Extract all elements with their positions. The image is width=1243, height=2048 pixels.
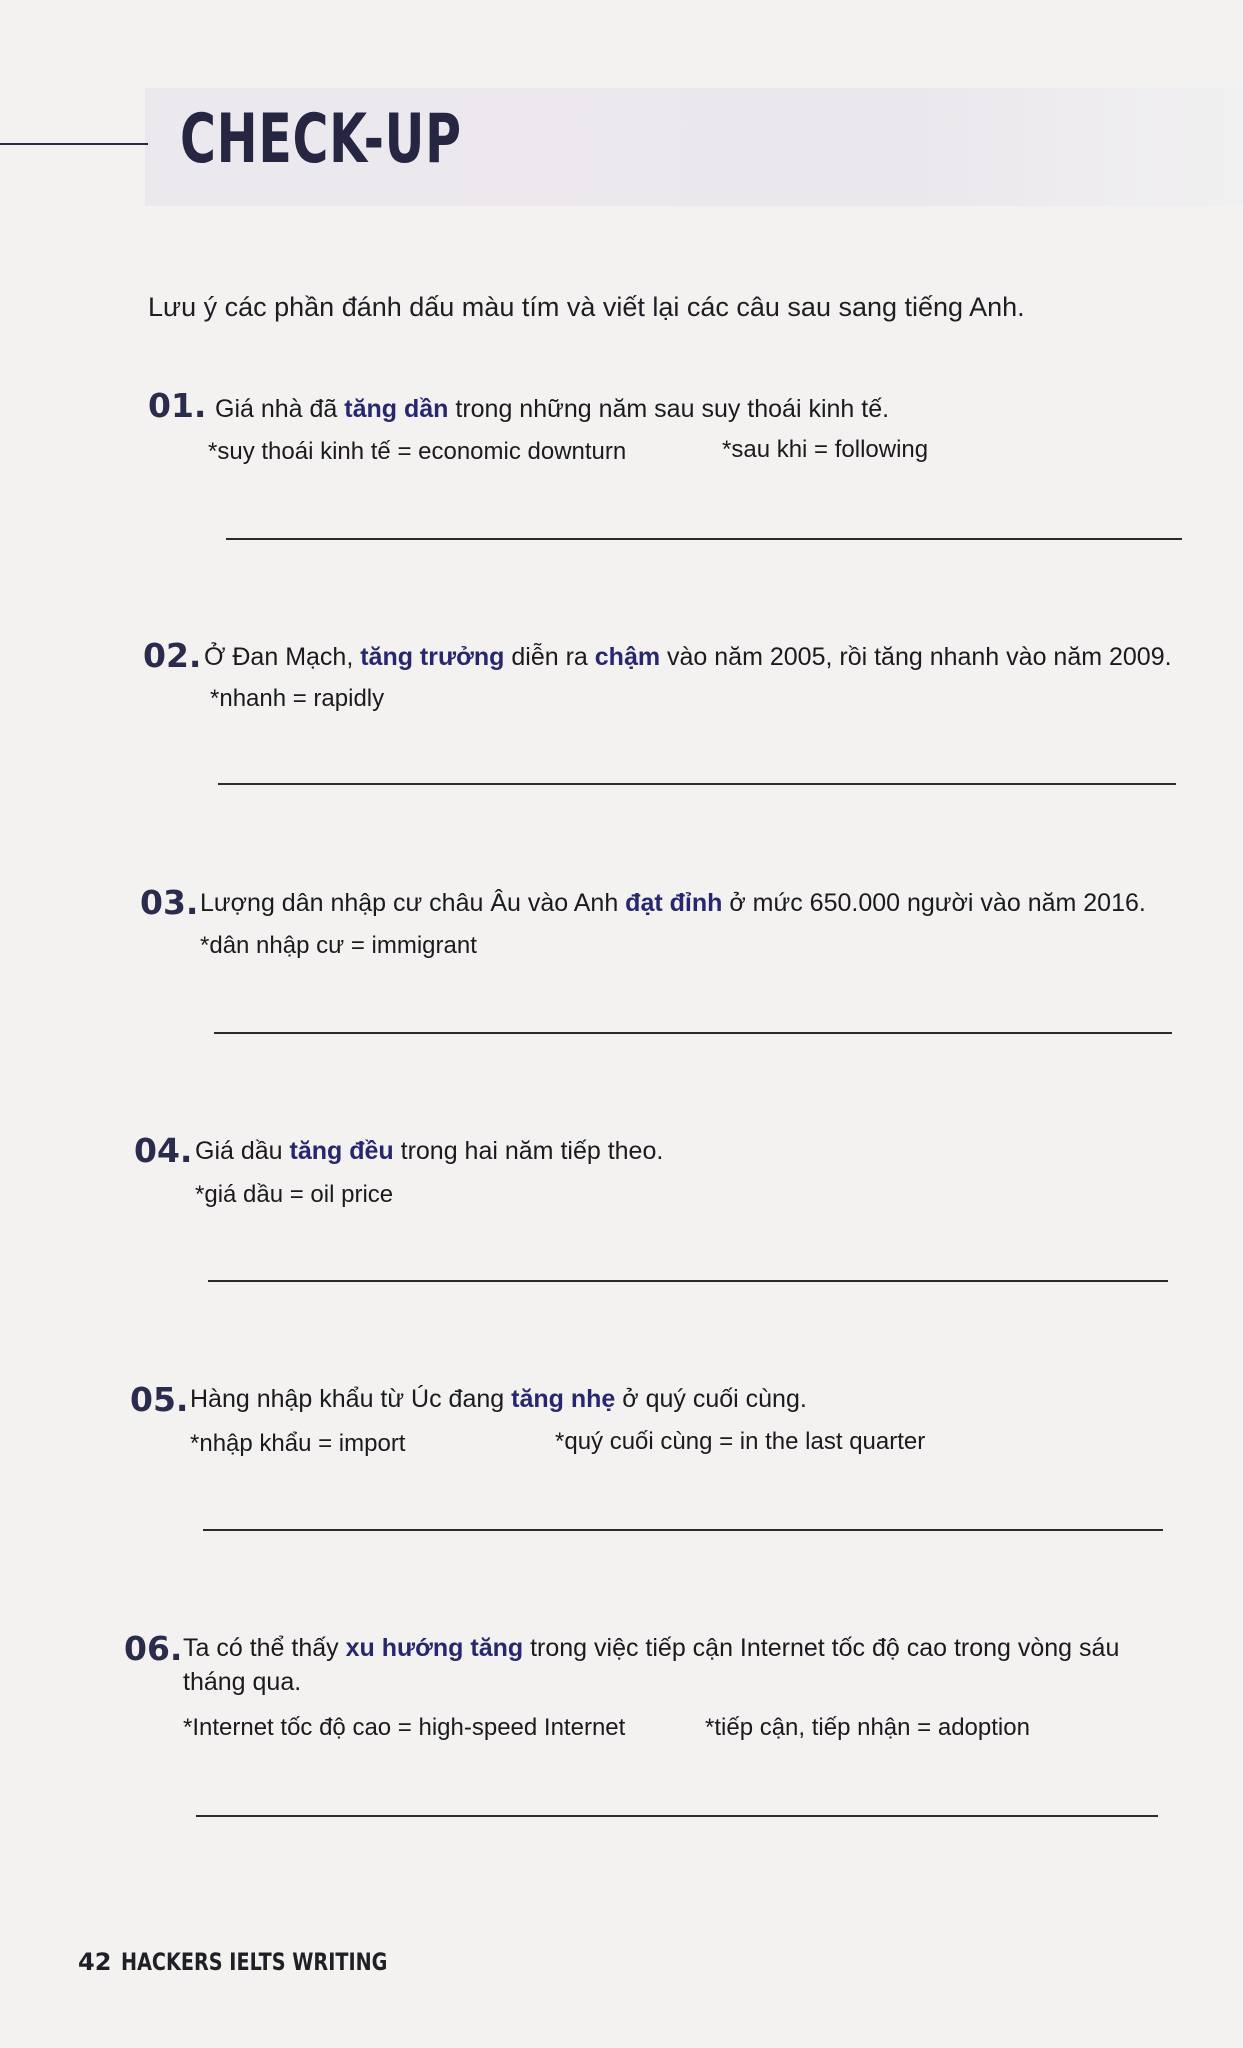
text-segment: Ở Đan Mạch, xyxy=(204,643,361,671)
highlighted-phrase: chậm xyxy=(594,643,661,671)
instruction-text: Lưu ý các phần đánh dấu màu tím và viết lại các câu sau sang tiếng Anh. xyxy=(148,292,1025,322)
exercise-text xyxy=(215,392,1215,426)
page-footer xyxy=(78,1948,454,1976)
answer-line[interactable] xyxy=(218,783,1176,785)
text-segment: Lượng dân nhập cư châu Âu vào Anh xyxy=(200,889,626,917)
exercise-text xyxy=(190,1382,1190,1416)
exercise-number: 02. xyxy=(143,636,202,675)
answer-line[interactable] xyxy=(214,1032,1172,1034)
text-segment: vào năm 2005, rồi tăng nhanh vào năm 2009. xyxy=(660,643,1172,671)
exercise-number: 04. xyxy=(134,1131,193,1170)
page-number: 42 xyxy=(78,1948,112,1976)
highlighted-phrase: đạt đỉnh xyxy=(625,889,723,917)
highlighted-phrase: tăng nhẹ xyxy=(511,1385,616,1413)
answer-line[interactable] xyxy=(196,1815,1158,1817)
exercise-number: 06. xyxy=(124,1629,183,1668)
exercise-text xyxy=(195,1134,1195,1168)
exercise-text xyxy=(200,886,1200,920)
highlighted-phrase: tăng trưởng xyxy=(360,643,505,671)
exercise-number: 05. xyxy=(130,1380,189,1419)
text-segment: diễn ra xyxy=(504,643,595,671)
text-segment: Giá dầu xyxy=(195,1137,290,1165)
highlighted-phrase: xu hướng tăng xyxy=(345,1634,524,1662)
text-segment: ở mức 650.000 người vào năm 2016. xyxy=(722,889,1146,917)
text-segment: ở quý cuối cùng. xyxy=(615,1385,807,1413)
hint: *giá dầu = oil price xyxy=(195,1181,394,1208)
highlighted-phrase: tăng đều xyxy=(289,1137,394,1165)
answer-line[interactable] xyxy=(203,1529,1163,1531)
hint: *Internet tốc độ cao = high-speed Internet xyxy=(183,1714,626,1741)
text-segment: trong hai năm tiếp theo. xyxy=(393,1137,664,1165)
text-segment: Ta có thể thấy xyxy=(183,1634,346,1662)
hint: *tiếp cận, tiếp nhận = adoption xyxy=(705,1714,1030,1741)
exercise-text xyxy=(204,640,1224,674)
hint: *quý cuối cùng = in the last quarter xyxy=(555,1428,926,1455)
hint: *sau khi = following xyxy=(722,436,929,463)
exercise-number: 01. xyxy=(148,386,207,425)
answer-line[interactable] xyxy=(226,538,1182,540)
text-segment: trong những năm sau suy thoái kinh tế. xyxy=(448,395,890,423)
book-title: HACKERS IELTS WRITING xyxy=(121,1948,388,1976)
text-segment: trong việc tiếp cận Internet tốc độ cao trong vòng sáu tháng qua. xyxy=(183,1634,1120,1696)
hint: *nhập khẩu = import xyxy=(190,1430,406,1457)
answer-line[interactable] xyxy=(208,1280,1168,1282)
page-title: CHECK-UP xyxy=(180,100,462,179)
hint: *suy thoái kinh tế = economic downturn xyxy=(208,438,627,465)
hint: *dân nhập cư = immigrant xyxy=(200,932,477,959)
exercise-text xyxy=(183,1631,1168,1699)
highlighted-phrase: tăng dần xyxy=(344,395,449,423)
hint: *nhanh = rapidly xyxy=(210,685,385,712)
text-segment: Hàng nhập khẩu từ Úc đang xyxy=(190,1385,512,1413)
text-segment: Giá nhà đã xyxy=(215,395,345,423)
header-rule xyxy=(0,143,148,145)
exercise-number: 03. xyxy=(140,883,199,922)
